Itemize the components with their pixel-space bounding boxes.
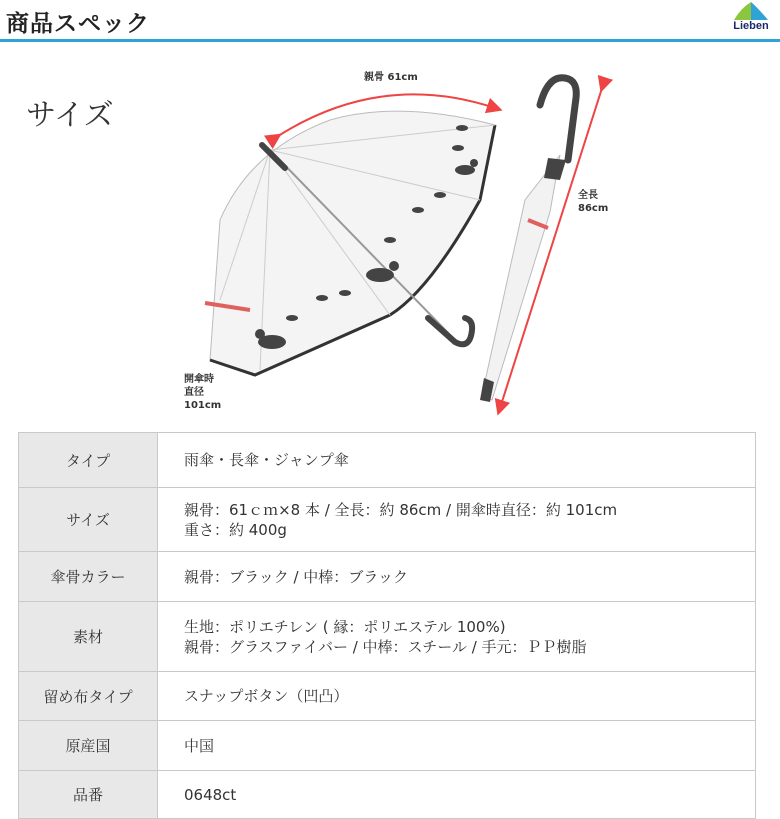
spec-value-line: 親骨：ブラック / 中棒：ブラック — [184, 567, 408, 586]
open-diameter-line2: 直径 — [184, 387, 204, 398]
page-title: 商品スペック — [6, 11, 150, 37]
open-diameter-line3: 101cm — [184, 400, 222, 411]
size-heading: サイズ — [26, 98, 114, 133]
spec-label: タイプ — [19, 433, 158, 488]
spec-row-product-number — [19, 771, 756, 819]
spec-value-line: 親骨：61ｃｍ×8 本 / 全長：約 86cm / 開傘時直径：約 101cm — [184, 500, 618, 519]
spec-value-line: 重さ：約 400g — [184, 520, 287, 539]
spec-value — [158, 488, 756, 552]
brand-logo[interactable] — [726, 0, 776, 38]
spec-row-origin — [19, 721, 756, 771]
canopy-shape — [210, 111, 495, 375]
spec-value — [158, 771, 756, 819]
open-diameter-line1: 開傘時 — [184, 374, 214, 385]
spec-value-line: 親骨：グラスファイバー / 中棒：スチール / 手元：ＰＰ樹脂 — [184, 637, 587, 656]
header — [0, 0, 780, 42]
spec-label: 品番 — [19, 771, 158, 819]
spec-value-line: 中国 — [184, 736, 215, 755]
spec-label: 素材 — [19, 602, 158, 672]
spec-label: 傘骨カラー — [19, 552, 158, 602]
spec-label: サイズ — [19, 488, 158, 552]
rib-length-label: 親骨 61cm — [364, 72, 418, 83]
spec-value — [158, 721, 756, 771]
spec-value — [158, 602, 756, 672]
spec-value-line: スナップボタン（凹凸） — [184, 687, 349, 705]
spec-value-line: 雨傘・長傘・ジャンプ傘 — [184, 451, 349, 469]
spec-row-fastener — [19, 672, 756, 721]
spec-row-frame-color — [19, 552, 756, 602]
umbrella-figure — [0, 55, 780, 420]
spec-table — [18, 432, 756, 819]
umbrella-logo-icon — [726, 0, 776, 22]
spec-label: 原産国 — [19, 721, 158, 771]
spec-value-line: 0648ct — [184, 785, 237, 804]
total-length-label — [578, 189, 608, 215]
total-length-line2: 86cm — [578, 203, 609, 214]
total-length-line1: 全長 — [578, 190, 598, 201]
spec-value — [158, 433, 756, 488]
spec-value-line: 生地：ポリエチレン ( 縁：ポリエステル 100%) — [184, 617, 506, 636]
spec-row-material — [19, 602, 756, 672]
spec-value — [158, 672, 756, 721]
logo-text: Lieben — [733, 20, 769, 32]
spec-row-type — [19, 433, 756, 488]
open-diameter-label — [184, 373, 221, 412]
spec-label: 留め布タイプ — [19, 672, 158, 721]
spec-row-size — [19, 488, 756, 552]
spec-value — [158, 552, 756, 602]
umbrella-illustration — [0, 55, 780, 420]
header-divider — [0, 39, 780, 42]
